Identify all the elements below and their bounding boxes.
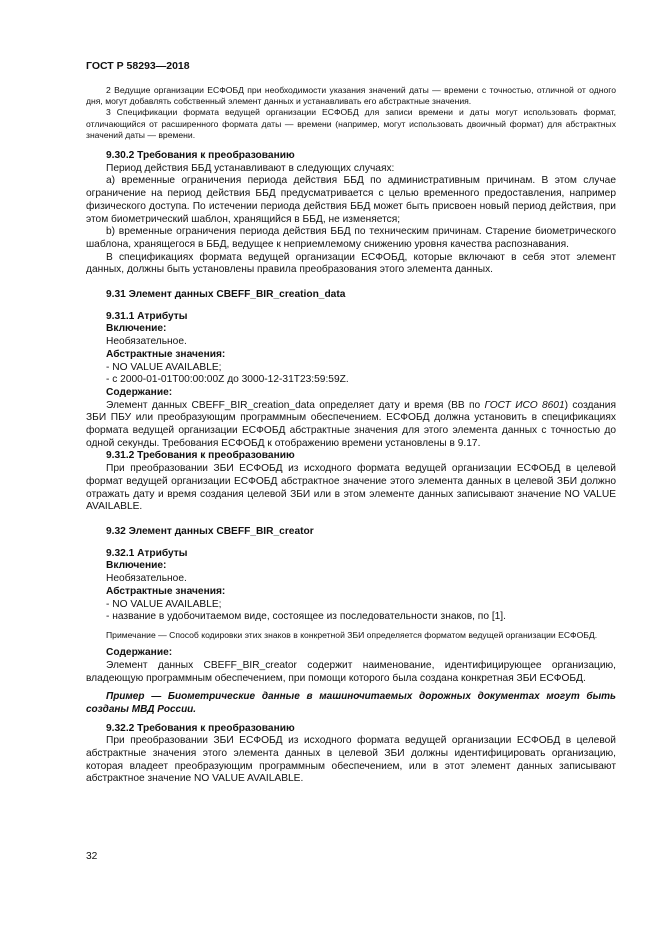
paragraph: При преобразовании ЗБИ ЕСФОБД из исходного формата ведущей организации ЕСФОБД в целевой абстрактные значения этого элемента данных в целевой ЗБИ должны идентифицировать организацию, которая владеет преобразующим программным обеспечением, или в этот элемент данных записывают абстрактное значение NO VALUE AVAILABLE. [86, 735, 616, 785]
inclusion-value: Необязательное. [106, 573, 187, 585]
heading-9-30-2: 9.30.2 Требования к преобразованию [106, 150, 295, 162]
example: Пример — Биометрические данные в машиночитаемых дорожных документах могут быть созданы МВД России. [86, 691, 616, 715]
list-item-b: b) временные ограничения периода действия ББД по техническим причинам. Старение биометрического шаблона, хранящегося в ББД, ведущее к неприемлемому снижению уровня качества распознавания. [86, 226, 616, 250]
page-content [86, 85, 616, 786]
heading-9-32: 9.32 Элемент данных CBEFF_BIR_creator [106, 526, 314, 537]
note: Примечание — Способ кодировки этих знаков в конкретной ЗБИ определяется форматом ведущей организации ЕСФОБД. [106, 629, 598, 640]
note-3: 3 Спецификации формата ведущей организации ЕСФОБД для записи времени и даты могут использовать формат, отличающийся от расширенного формата даты — времени (например, могут использовать двоичный формат) для абстрактных значений даты — времени. [86, 107, 616, 140]
abstract-values-label: Абстрактные значения: [106, 585, 226, 597]
content-paragraph: Элемент данных CBEFF_BIR_creator содержит наименование, идентифицирующее организацию, владеющую программным обеспечением, при помощи которого была создана конкретная ЗБИ ЕСФОБД. [86, 659, 616, 684]
abstract-value-item: - NO VALUE AVAILABLE; [106, 361, 222, 373]
heading-9-31-2: 9.31.2 Требования к преобразованию [106, 450, 295, 462]
list-item-a: a) временные ограничения периода действия ББД по административным причинам. В этом случае ограничение на период действия ББД предусматривается с целью временного предоставления, например физического доступа. По истечении периода действия ББД может быть присвоен новый период действия, при этом биометрический шаблон, хранящийся в ББД, не изменяется; [86, 175, 616, 225]
running-header: ГОСТ Р 58293—2018 [86, 60, 190, 72]
inclusion-value: Необязательное. [106, 336, 187, 348]
content-paragraph: Элемент данных CBEFF_BIR_creation_data определяет дату и время (ВВ по ГОСТ ИСО 8601) создания ЗБИ ПБУ или преобразующим программным обеспечением. ЕСФОБД должна установить в спецификациях формата ведущей организации ЕСФОБД абстрактные значения для этого элемента данных с точностью до одной секунды. Требования ЕСФОБД к отображению времени установлены в 9.17. [86, 399, 616, 449]
heading-9-32-2: 9.32.2 Требования к преобразованию [106, 722, 295, 734]
heading-9-31: 9.31 Элемент данных CBEFF_BIR_creation_data [106, 289, 346, 301]
heading-9-32-1: 9.32.1 Атрибуты [106, 547, 188, 559]
content-label: Содержание: [106, 386, 173, 398]
paragraph: При преобразовании ЗБИ ЕСФОБД из исходного формата ведущей организации ЕСФОБД в целевой формат ведущей организации ЕСФОБД абстрактное значение этого элемента данных в целевой ЗБИ должно отражать дату и время создания целевой ЗБИ или в этом элементе данных записывают значение NO VALUE AVAILABLE. [86, 463, 616, 513]
heading-9-31-1: 9.31.1 Атрибуты [106, 310, 188, 322]
paragraph: В спецификациях формата ведущей организации ЕСФОБД, которые включают в себя этот элемент данных, должны быть установлены правила преобразования этого элемента данных. [86, 251, 616, 276]
inclusion-label: Включение: [106, 560, 167, 572]
abstract-value-item: - название в удобочитаемом виде, состоящее из последовательности знаков, по [1]. [106, 611, 506, 623]
note-2: 2 Ведущие организации ЕСФОБД при необходимости указания значений даты — времени с точностью, отличной от одного дня, могут добавлять собственный элемент данных и устанавливать его абстрактные значения. [86, 85, 616, 107]
inclusion-label: Включение: [106, 323, 167, 335]
standard-reference: ГОСТ ИСО 8601 [484, 399, 565, 411]
page-number: 32 [86, 851, 98, 862]
content-label: Содержание: [106, 647, 173, 659]
abstract-value-item: - с 2000-01-01T00:00:00Z до 3000-12-31T23:59:59Z. [106, 374, 349, 386]
paragraph: Период действия ББД устанавливают в следующих случаях: [106, 162, 395, 174]
abstract-value-item: - NO VALUE AVAILABLE; [106, 598, 222, 610]
abstract-values-label: Абстрактные значения: [106, 348, 226, 360]
